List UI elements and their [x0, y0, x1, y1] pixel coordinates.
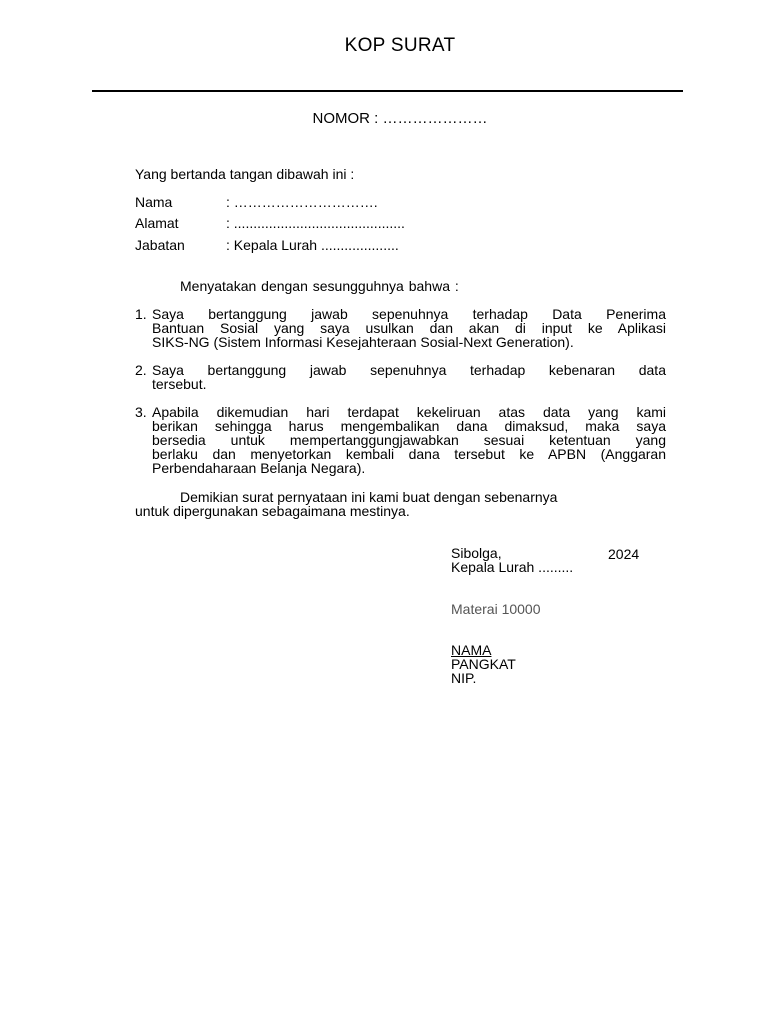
- signature-year: 2024: [608, 546, 640, 562]
- list-item-number: 3.: [135, 404, 147, 420]
- signatory-rank: PANGKAT: [451, 656, 516, 672]
- letter-number: NOMOR : …………………: [312, 110, 488, 127]
- field-label: Alamat: [135, 215, 179, 231]
- closing-line: Demikian surat pernyataan ini kami buat dengan sebenarnya: [180, 489, 558, 505]
- list-item: [135, 307, 666, 349]
- intro-text: Yang bertanda tangan dibawah ini :: [135, 166, 355, 182]
- list-item-line: berikan sehingga harus mengembalikan dana dimaksud, maka saya: [152, 418, 666, 434]
- list-item-line: Apabila dikemudian hari terdapat kekeliruan atas data yang kami: [152, 404, 666, 420]
- statement-text: Menyatakan dengan sesungguhnya bahwa :: [180, 278, 459, 294]
- field-value: : ............................................: [226, 215, 405, 231]
- list-item-line: Perbendaharaan Belanja Negara).: [152, 460, 366, 476]
- list-item-line: tersebut.: [152, 376, 207, 392]
- closing-paragraph: [135, 490, 557, 518]
- list-item-line: SIKS-NG (Sistem Informasi Kesejahteraan Sosial-Next Generation).: [152, 334, 574, 350]
- stamp-duty-label: Materai 10000: [451, 601, 541, 617]
- signature-role: Kepala Lurah .........: [451, 559, 574, 575]
- list-item-number: 1.: [135, 306, 147, 322]
- list-item-number: 2.: [135, 362, 147, 378]
- list-item: [135, 363, 666, 391]
- field-value: : Kepala Lurah ....................: [226, 237, 399, 253]
- field-value: : ………………………….: [226, 194, 378, 210]
- letterhead-title: KOP SURAT: [344, 35, 456, 56]
- signature-place: Sibolga,: [451, 545, 502, 561]
- signatory-nip: NIP.: [451, 670, 477, 686]
- list-item-line: Saya bertanggung jawab sepenuhnya terhadap kebenaran data: [152, 362, 666, 378]
- list-item-line: berlaku dan menyetorkan kembali dana tersebut ke APBN (Anggaran: [152, 446, 666, 462]
- field-label: Nama: [135, 194, 173, 210]
- letterhead-divider: [92, 90, 683, 92]
- list-item-line: Saya bertanggung jawab sepenuhnya terhadap Data Penerima: [152, 306, 666, 322]
- list-item-line: Bantuan Sosial yang saya usulkan dan akan di input ke Aplikasi: [152, 320, 666, 336]
- closing-line: untuk dipergunakan sebagaimana mestinya.: [135, 503, 410, 519]
- signatory-name: NAMA: [451, 642, 492, 658]
- field-label: Jabatan: [135, 237, 185, 253]
- list-item: [135, 405, 666, 475]
- list-item-line: bersedia untuk mempertanggungjawabkan sesuai ketentuan yang: [152, 432, 666, 448]
